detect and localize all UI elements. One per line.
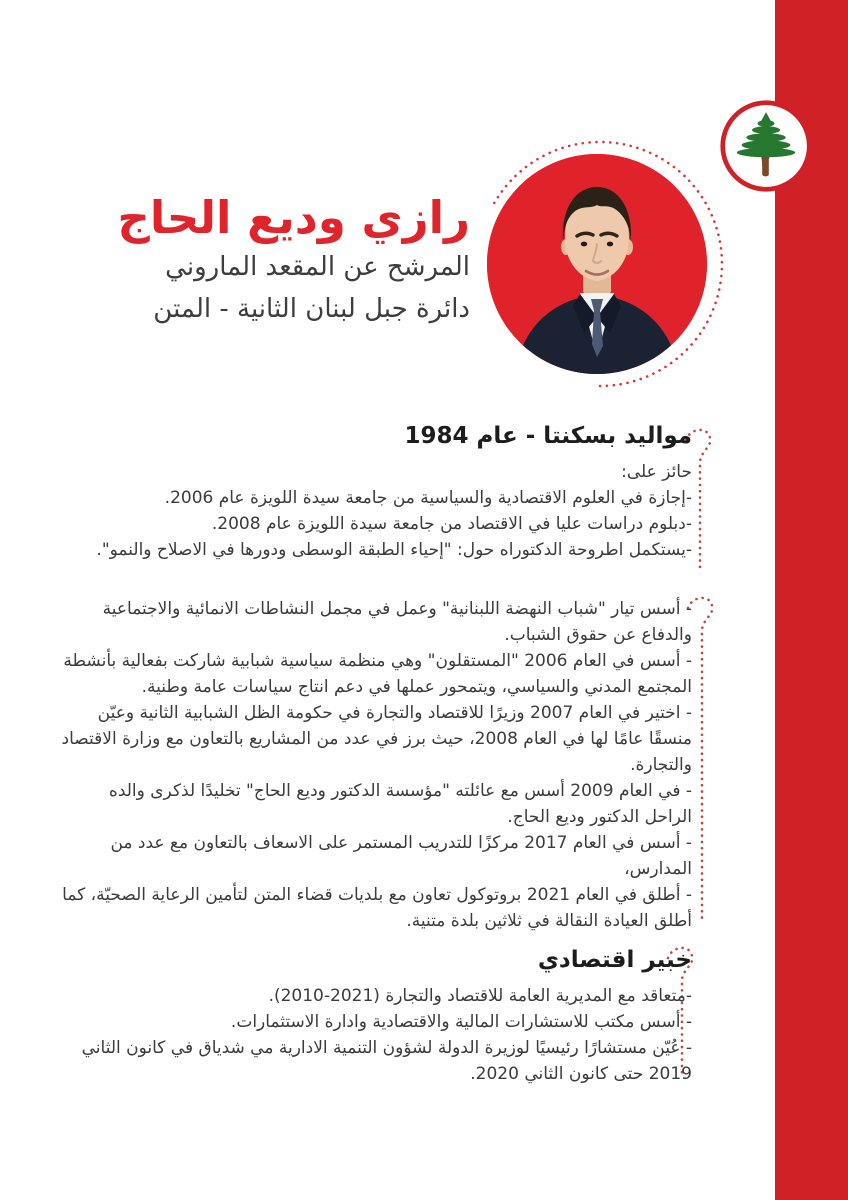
section-line: -يستكمل اطروحة الدكتوراه حول: "إحياء الطبقة الوسطى ودورها في الاصلاح والنمو". [96, 539, 692, 560]
section-line: - أسس في العام 2006 "المستقلون" وهي منظمة سياسية شبابية شاركت بفعالية بأنشطة المجتمع المدني والسياسي، ويتمحور عملها في دعم انتاج سياسات عامة وطنية. [63, 651, 692, 697]
portrait-illustration [487, 154, 707, 374]
section-line: - أسس تيار "شباب النهضة اللبنانية" وعمل في مجمل النشاطات الانمائية والاجتماعية والدفاع عن حقوق الشباب. [102, 599, 692, 645]
section-activities [57, 596, 692, 934]
section-line: - أسس في العام 2017 مركزًا للتدريب المستمر على الاسعاف بالتعاون مع عدد من المدارس، [110, 833, 692, 879]
section-line: -دبلوم دراسات عليا في الاقتصاد من جامعة سيدة اللويزة عام 2008. [211, 513, 692, 534]
section-line: -إجازة في العلوم الاقتصادية والسياسية من جامعة سيدة اللويزة عام 2006. [164, 487, 692, 508]
section-birth-education [57, 422, 692, 563]
section-line: - في العام 2009 أسس مع عائلته "مؤسسة الدكتور وديع الحاج" تخليدًا لذكرى والده الراحل الدكتور وديع الحاج. [108, 781, 692, 827]
section-line: -متعاقد مع المديرية العامة للاقتصاد والتجارة (2021-2010). [268, 985, 692, 1006]
section-line: - أطلق في العام 2021 بروتوكول تعاون مع بلديات قضاء المتن لتأمين الرعاية الصحيّة، كما أطلق العيادة النقالة في ثلاثين بلدة متنية. [62, 885, 692, 931]
section-title: خبير اقتصادي [537, 947, 692, 973]
cedar-tree-icon [719, 99, 813, 193]
candidate-role: المرشح عن المقعد الماروني [165, 252, 470, 283]
section-line: - عُيّن مستشارًا رئيسيًا لوزيرة الدولة لشؤون التنمية الادارية مي شدياق في كانون الثاني 2019 حتى كانون الثاني 2020. [81, 1037, 692, 1084]
section-line: - أسس مكتب للاستشارات المالية والاقتصادية وادارة الاستثمارات. [230, 1011, 692, 1032]
header-block [117, 190, 470, 330]
section-line: حائز على: [621, 461, 692, 482]
candidate-photo [487, 154, 707, 374]
candidate-name: رازي وديع الحاج [117, 191, 470, 244]
candidate-district: دائرة جبل لبنان الثانية - المتن [153, 294, 470, 325]
section-line: - اختير في العام 2007 وزيرًا للاقتصاد والتجارة في حكومة الظل الشبابية الثانية وعيّن منسقًا عامًا لها في العام 2008، حيث برز في عدد من المشاريع بالتعاون مع وزارة الاقتصاد والتجارة. [61, 703, 692, 775]
section-economic-expert [57, 946, 692, 1087]
section-title: مواليد بسكنتا - عام 1984 [404, 423, 692, 449]
